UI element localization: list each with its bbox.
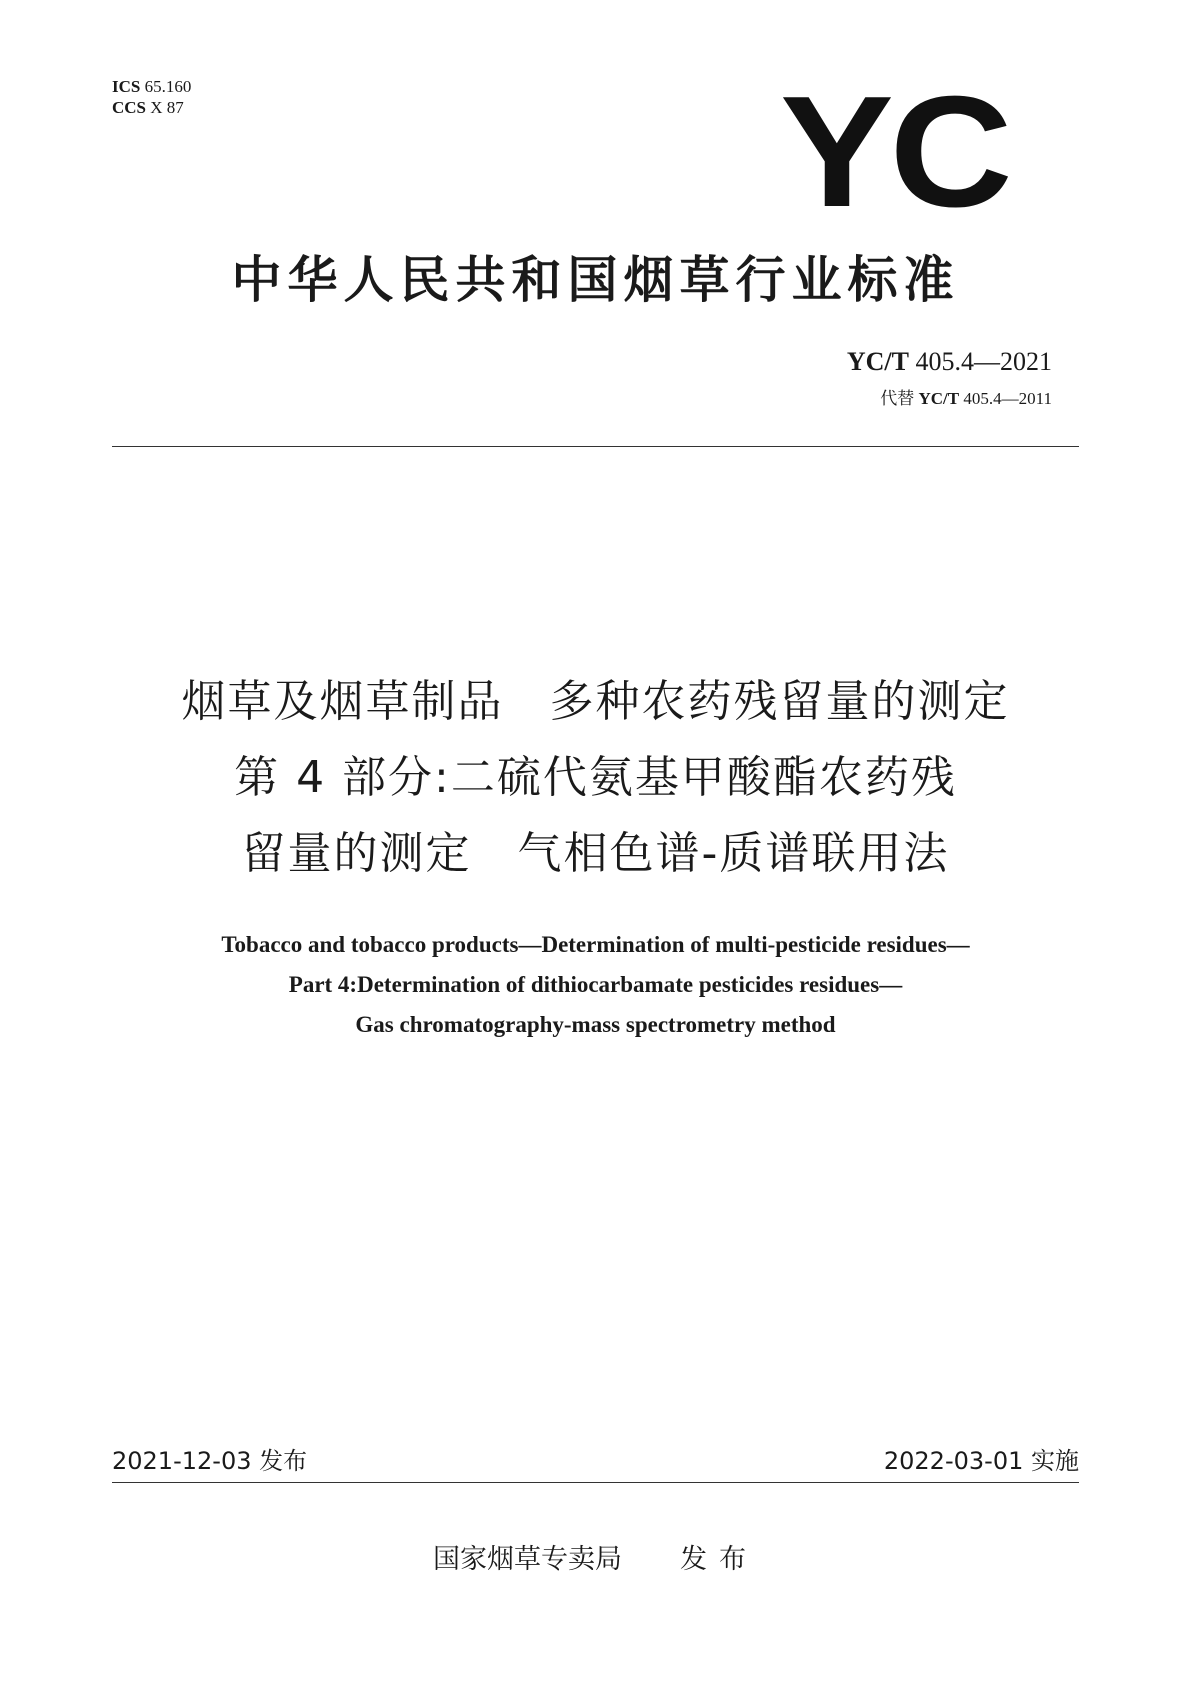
- yc-logo: YC: [780, 64, 1009, 240]
- issue-date-label: 发布: [259, 1447, 308, 1475]
- chinese-title-line: 留量的测定 气相色谱-质谱联用法: [241, 828, 950, 879]
- ics-value: 65.160: [144, 77, 192, 96]
- implementation-date-label: 实施: [1031, 1447, 1079, 1475]
- implementation-date: [884, 1446, 1079, 1476]
- ics-code: [112, 76, 191, 97]
- replaces-label: 代替: [880, 389, 915, 408]
- publisher: [0, 1543, 1191, 1577]
- ccs-code: [112, 97, 191, 118]
- classification-codes: [112, 76, 191, 118]
- standard-number: [847, 347, 1052, 377]
- chinese-title-line: 烟草及烟草制品 多种农药残留量的测定: [181, 676, 1010, 727]
- implementation-date-value: 2022-03-01: [883, 1447, 1024, 1475]
- header-divider: [112, 446, 1079, 447]
- publisher-name: 国家烟草专卖局: [433, 1544, 622, 1575]
- standard-number-value: 405.4—2021: [915, 347, 1052, 376]
- replaces-value: 405.4—2011: [963, 389, 1052, 408]
- replaces-prefix: YC/T: [918, 389, 960, 408]
- english-title: [0, 925, 1191, 1045]
- publisher-action: 发布: [680, 1544, 758, 1575]
- english-title-line: Part 4:Determination of dithiocarbamate pesticides residues—: [288, 972, 903, 997]
- chinese-title: [0, 664, 1191, 892]
- ccs-value: X 87: [150, 98, 184, 117]
- english-title-line: Tobacco and tobacco products—Determination of multi-pesticide residues—: [221, 932, 970, 957]
- issue-date: [112, 1446, 307, 1476]
- ics-label: ICS: [112, 77, 141, 96]
- replaces-standard: [880, 389, 1052, 409]
- standard-category-title: 中华人民共和国烟草行业标准: [231, 251, 960, 309]
- english-title-line: Gas chromatography-mass spectrometry method: [355, 1012, 836, 1037]
- footer-divider: [112, 1482, 1079, 1483]
- ccs-label: CCS: [112, 98, 147, 117]
- standard-number-prefix: YC/T: [846, 347, 909, 376]
- issue-date-value: 2021-12-03: [112, 1447, 252, 1475]
- chinese-title-line: 第 4 部分:二硫代氨基甲酸酯农药残: [234, 752, 957, 803]
